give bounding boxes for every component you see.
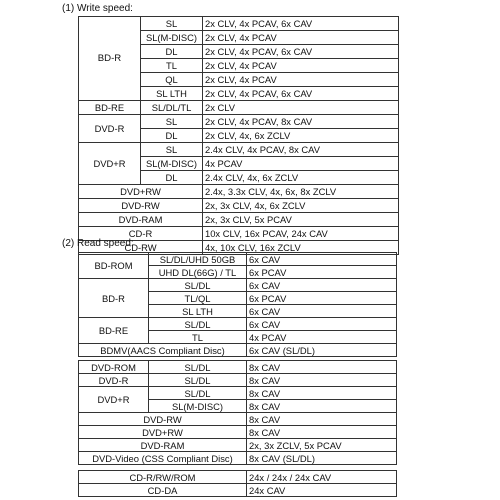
speed-cell: 6x PCAV — [247, 266, 397, 279]
table-row — [79, 279, 397, 292]
disc-type-cell: SL/DL — [149, 374, 247, 387]
speed-cell: 2x CLV, 4x PCAV — [203, 59, 399, 73]
speed-cell: 6x CAV — [247, 253, 397, 266]
media-label: DVD-RW — [79, 413, 247, 426]
speed-cell: 4x PCAV — [203, 157, 399, 171]
speed-cell: 24x CAV — [247, 484, 397, 497]
read-speed-dvd-table — [78, 360, 397, 465]
table-row — [79, 452, 397, 465]
speed-cell: 8x CAV — [247, 400, 397, 413]
speed-cell: 2x CLV, 4x PCAV, 8x CAV — [203, 115, 399, 129]
disc-type-cell: TL — [141, 59, 203, 73]
table-row — [79, 439, 397, 452]
media-label: BD-R — [79, 279, 149, 318]
table-row — [79, 344, 397, 357]
disc-type-cell: SL/DL — [149, 318, 247, 331]
media-label: BD-R — [79, 17, 141, 101]
disc-type-cell: DL — [141, 129, 203, 143]
speed-cell: 8x CAV — [247, 374, 397, 387]
speed-cell: 2x, 3x CLV, 4x, 6x ZCLV — [203, 199, 399, 213]
disc-type-cell: TL/QL — [149, 292, 247, 305]
media-label: DVD+R — [79, 387, 149, 413]
speed-cell: 8x CAV — [247, 426, 397, 439]
media-label: BDMV(AACS Compliant Disc) — [79, 344, 247, 357]
speed-cell: 4x, 10x CLV, 16x ZCLV — [203, 241, 399, 255]
disc-type-cell: SL — [141, 115, 203, 129]
disc-type-cell: SL/DL — [149, 387, 247, 400]
speed-cell: 2x CLV — [203, 101, 399, 115]
speed-cell: 6x PCAV — [247, 292, 397, 305]
table-row — [79, 374, 397, 387]
media-label: CD-DA — [79, 484, 247, 497]
disc-type-cell: SL(M-DISC) — [141, 157, 203, 171]
speed-cell: 6x CAV — [247, 318, 397, 331]
disc-type-cell: TL — [149, 331, 247, 344]
speed-cell: 4x PCAV — [247, 331, 397, 344]
read-speed-cd-table — [78, 470, 397, 497]
table-row — [79, 426, 397, 439]
disc-type-cell: SL/DL/TL — [141, 101, 203, 115]
media-label: CD-RW — [79, 241, 203, 255]
media-label: DVD-Video (CSS Compliant Disc) — [79, 452, 247, 465]
media-label: DVD-R — [79, 374, 149, 387]
table-row — [79, 413, 397, 426]
disc-type-cell: SL — [141, 17, 203, 31]
media-label: DVD+RW — [79, 426, 247, 439]
media-label: CD-R/RW/ROM — [79, 471, 247, 484]
write-speed-table — [78, 16, 399, 255]
media-label: BD-RE — [79, 318, 149, 344]
media-label: DVD-RAM — [79, 439, 247, 452]
speed-cell: 2x, 3x ZCLV, 5x PCAV — [247, 439, 397, 452]
read-speed-heading: (2) Read speed: — [62, 238, 134, 249]
speed-cell: 8x CAV — [247, 361, 397, 374]
table-row — [79, 17, 399, 31]
disc-type-cell: SL LTH — [141, 87, 203, 101]
table-row — [79, 253, 397, 266]
disc-type-cell: UHD DL(66G) / TL — [149, 266, 247, 279]
disc-type-cell: SL(M-DISC) — [149, 400, 247, 413]
table-row — [79, 143, 399, 157]
media-label: BD-ROM — [79, 253, 149, 279]
table-row — [79, 387, 397, 400]
speed-cell: 2x, 3x CLV, 5x PCAV — [203, 213, 399, 227]
table-row — [79, 199, 399, 213]
table-row — [79, 213, 399, 227]
speed-cell: 2x CLV, 4x PCAV, 6x CAV — [203, 45, 399, 59]
speed-cell: 2.4x CLV, 4x, 6x ZCLV — [203, 171, 399, 185]
speed-cell: 2.4x, 3.3x CLV, 4x, 6x, 8x ZCLV — [203, 185, 399, 199]
write-speed-heading: (1) Write speed: — [62, 3, 133, 14]
speed-cell: 24x / 24x / 24x CAV — [247, 471, 397, 484]
speed-cell: 2x CLV, 4x PCAV — [203, 73, 399, 87]
speed-cell: 2x CLV, 4x PCAV — [203, 31, 399, 45]
media-label: DVD+R — [79, 143, 141, 185]
speed-cell: 6x CAV — [247, 305, 397, 318]
media-label: DVD-R — [79, 115, 141, 143]
table-row — [79, 471, 397, 484]
speed-cell: 2x CLV, 4x PCAV, 6x CAV — [203, 87, 399, 101]
speed-cell: 2.4x CLV, 4x PCAV, 8x CAV — [203, 143, 399, 157]
media-label: BD-RE — [79, 101, 141, 115]
disc-type-cell: SL/DL — [149, 361, 247, 374]
speed-cell: 2x CLV, 4x PCAV, 6x CAV — [203, 17, 399, 31]
disc-type-cell: SL/DL/UHD 50GB — [149, 253, 247, 266]
media-label: DVD+RW — [79, 185, 203, 199]
media-label: DVD-RAM — [79, 213, 203, 227]
speed-cell: 6x CAV — [247, 279, 397, 292]
table-row — [79, 484, 397, 497]
disc-type-cell: SL/DL — [149, 279, 247, 292]
disc-type-cell: DL — [141, 171, 203, 185]
speed-cell: 2x CLV, 4x, 6x ZCLV — [203, 129, 399, 143]
disc-type-cell: SL LTH — [149, 305, 247, 318]
speed-cell: 8x CAV — [247, 413, 397, 426]
disc-type-cell: SL — [141, 143, 203, 157]
media-label: DVD-ROM — [79, 361, 149, 374]
disc-type-cell: QL — [141, 73, 203, 87]
speed-cell: 8x CAV (SL/DL) — [247, 452, 397, 465]
disc-type-cell: DL — [141, 45, 203, 59]
media-label: DVD-RW — [79, 199, 203, 213]
disc-type-cell: SL(M-DISC) — [141, 31, 203, 45]
table-row — [79, 185, 399, 199]
table-row — [79, 361, 397, 374]
speed-cell: 10x CLV, 16x PCAV, 24x CAV — [203, 227, 399, 241]
table-row — [79, 318, 397, 331]
table-row — [79, 101, 399, 115]
table-row — [79, 115, 399, 129]
speed-cell: 8x CAV — [247, 387, 397, 400]
speed-cell: 6x CAV (SL/DL) — [247, 344, 397, 357]
media-label: CD-R — [79, 227, 203, 241]
read-speed-bd-table — [78, 252, 397, 357]
